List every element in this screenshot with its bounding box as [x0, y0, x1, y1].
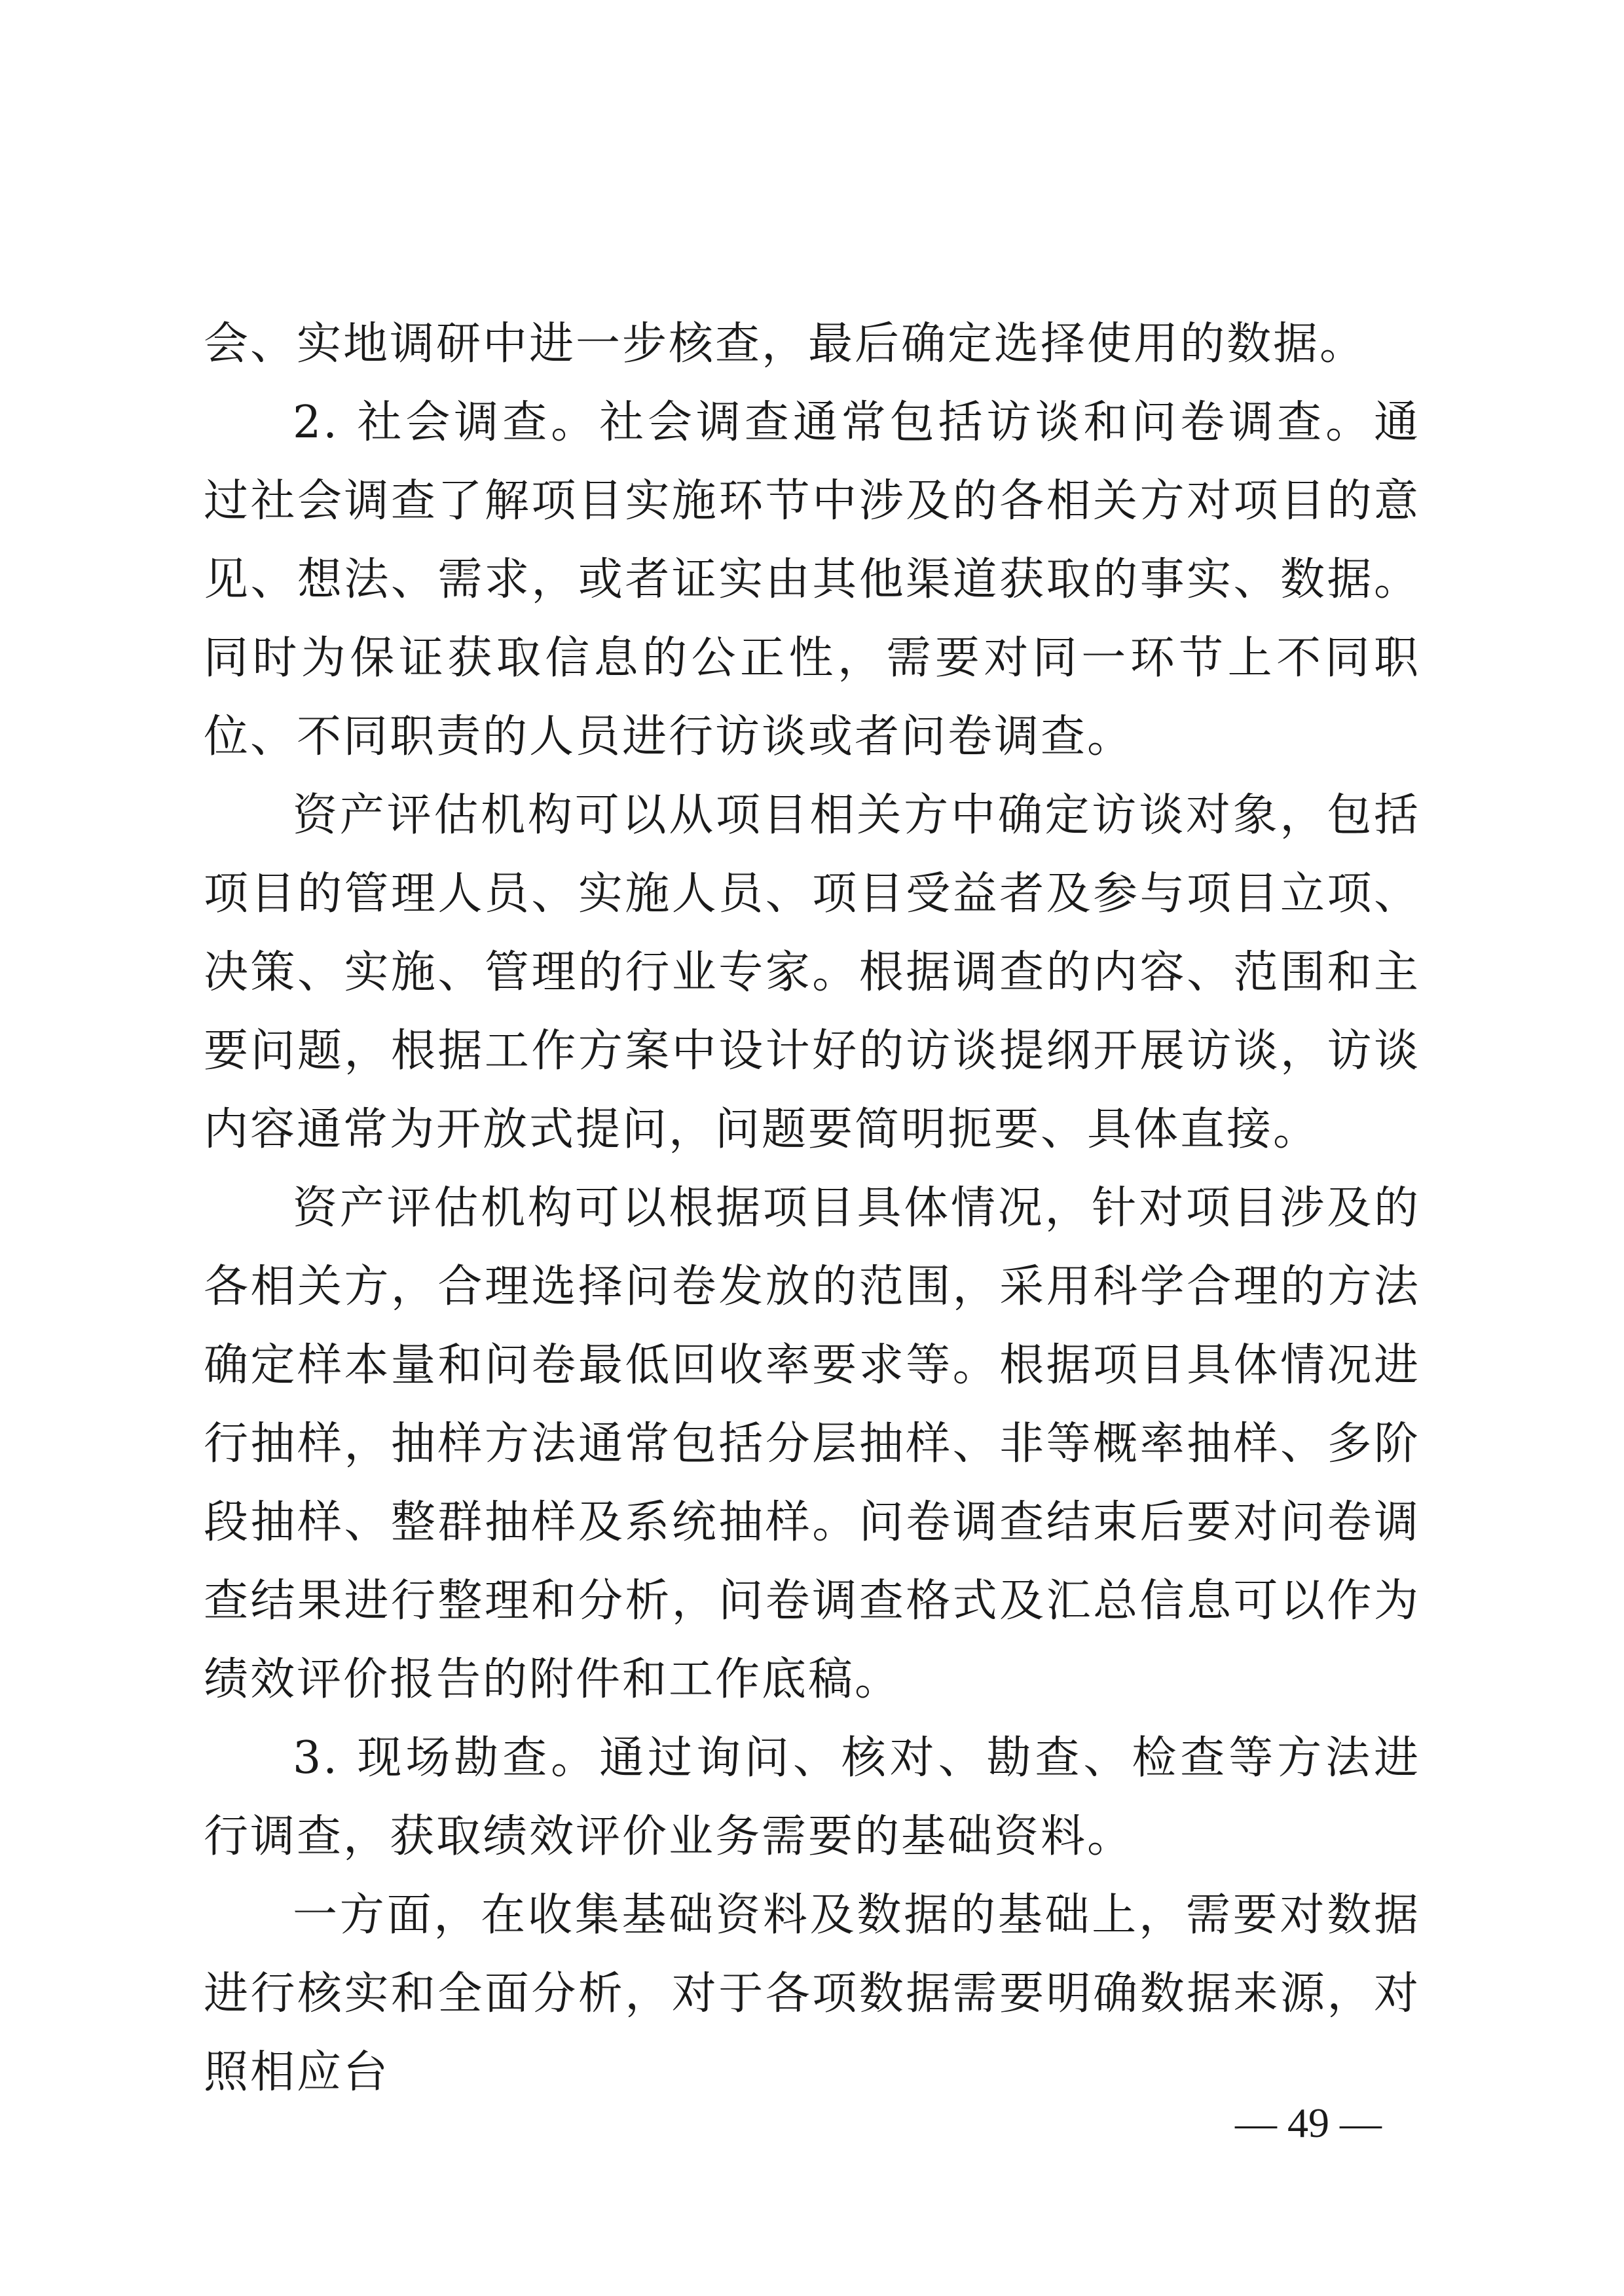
paragraph-site-inspection: 3. 现场勘查。通过询问、核对、勘查、检查等方法进行调查，获取绩效评价业务需要的基础资料。 [204, 1732, 1420, 1863]
paragraph-questionnaire: 资产评估机构可以根据项目具体情况，针对项目涉及的各相关方，合理选择问卷发放的范围，采用科学合理的方法确定样本量和问卷最低回收率要求等。根据项目具体情况进行抽样，抽样方法通常包括分层抽样、非等概率抽样、多阶段抽样、整群抽样及系统抽样。问卷调查结束后要对问卷调查结果进行整理和分析，问卷调查格式及汇总信息可以作为绩效评价报告的附件和工作底稿。 [204, 1182, 1420, 1705]
paragraph-social-survey: 2. 社会调查。社会调查通常包括访谈和问卷调查。通过社会调查了解项目实施环节中涉及的各相关方对项目的意见、想法、需求，或者证实由其他渠道获取的事实、数据。同时为保证获取信息的公正性，需要对同一环节上不同职位、不同职责的人员进行访谈或者问卷调查。 [204, 397, 1420, 763]
page-number: — 49 — [1235, 2100, 1382, 2146]
body-text [204, 305, 1420, 2112]
paragraph-continuation: 会、实地调研中进一步核查，最后确定选择使用的数据。 [204, 318, 1367, 370]
paragraph-interview: 资产评估机构可以从项目相关方中确定访谈对象，包括项目的管理人员、实施人员、项目受益者及参与项目立项、决策、实施、管理的行业专家。根据调查的内容、范围和主要问题，根据工作方案中设计好的访谈提纲开展访谈，访谈内容通常为开放式提问，问题要简明扼要、具体直接。 [204, 790, 1420, 1156]
paragraph-data-verification: 一方面，在收集基础资料及数据的基础上，需要对数据进行核实和全面分析，对于各项数据需要明确数据来源，对照相应台 [204, 1889, 1420, 2098]
